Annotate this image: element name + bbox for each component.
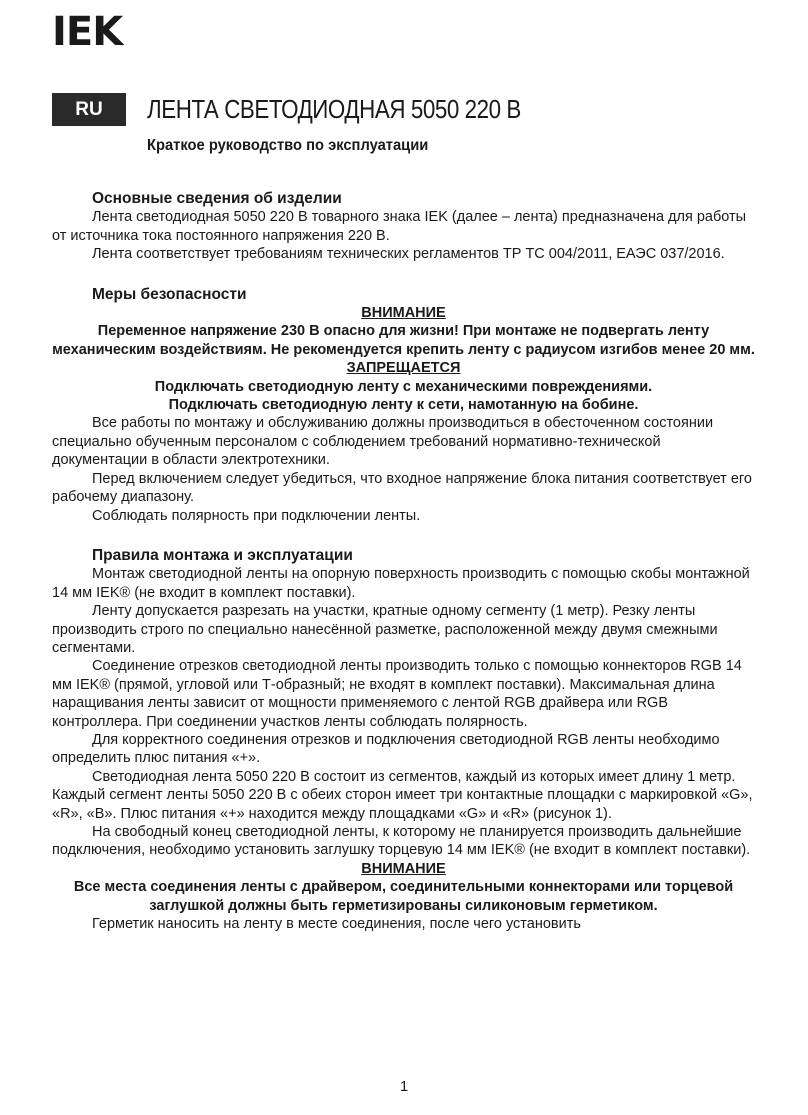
paragraph: Соединение отрезков светодиодной ленты производить только с помощью коннекторов RGB 14 мм IEK® (прямой, угловой или Т-образный; не входят в комплект поставки). Максимальная длина наращивания ленты зависит от мощности применяемого с лентой RGB драйвера или RGB контроллера. При соединении участков ленты соблюдать полярность. (52, 658, 742, 730)
prohibited-item: Подключать светодиодную ленту к сети, намотанную на бобине. (168, 397, 639, 414)
document-subtitle: Краткое руководство по эксплуатации (147, 137, 429, 154)
paragraph: Монтаж светодиодной ленты на опорную поверхность производить с помощью скобы монтажной 14 мм IEK® (не входит в комплект поставки). (52, 566, 750, 601)
paragraph: Светодиодная лента 5050 220 В состоит из сегментов, каждый из которых имеет длину 1 метр. Каждый сегмент ленты 5050 220 В с обеих сторон имеет три контактные площадки с маркировкой «G», «R», «B». Плюс питания «+» находится между площадками «G» и «R» (рисунок 1). (52, 768, 753, 822)
paragraph: На свободный конец светодиодной ленты, к которому не планируется производить дальнейшие подключения, необходимо установить заглушку торцевую 14 мм IEK® (не входит в комплект поставки). (52, 824, 751, 859)
paragraph: Лента соответствует требованиям технических регламентов ТР ТС 004/2011, ЕАЭС 037/2016. (92, 246, 725, 263)
document-title: ЛЕНТА СВЕТОДИОДНАЯ 5050 220 В (147, 94, 521, 124)
paragraph: Перед включением следует убедиться, что входное напряжение блока питания соответствует его рабочему диапазону. (52, 470, 752, 506)
paragraph: Герметик наносить на ленту в месте соединения, после чего установить (92, 916, 581, 933)
warning-text: Все места соединения ленты с драйвером, соединительными коннекторами или торцевой заглушкой должны быть герметизированы силиконовым герметиком. (73, 879, 734, 914)
paragraph: Ленту допускается разрезать на участки, кратные одному сегменту (1 метр). Резку ленты производить строго по специально нанесённой разметке, расположенной между двумя смежными сегментами. (52, 603, 718, 656)
prohibited-title: ЗАПРЕЩАЕТСЯ (346, 360, 461, 377)
prohibited-item: Подключать светодиодную ленту с механическими повреждениями. (154, 378, 653, 395)
language-badge: RU (52, 93, 126, 126)
paragraph: Для корректного соединения отрезков и подключения светодиодной RGB ленты необходимо определить плюс питания «+». (52, 731, 720, 767)
paragraph: Соблюдать полярность при подключении ленты. (92, 507, 421, 524)
warning-title: ВНИМАНИЕ (361, 305, 446, 322)
paragraph: Лента светодиодная 5050 220 В товарного знака IEK (далее – лента) предназначена для работы от источника тока постоянного напряжения 220 В. (52, 209, 747, 244)
page-number: 1 (399, 1078, 409, 1095)
warning-title: ВНИМАНИЕ (361, 860, 446, 877)
document-body (52, 190, 755, 933)
iek-logo: IEK (52, 9, 123, 55)
section-heading-safety: Меры безопасности (92, 285, 247, 303)
section-heading-installation: Правила монтажа и эксплуатации (92, 546, 353, 564)
paragraph: Все работы по монтажу и обслуживанию должны производиться в обесточенном состоянии специально обученным персоналом с соблюдением требований нормативно-технической документации в области электротехники. (52, 415, 714, 469)
warning-text: Переменное напряжение 230 В опасно для жизни! При монтаже не подвергать ленту механическим воздействиям. Не рекомендуется крепить ленту с радиусом изгибов менее 20 мм. (52, 323, 755, 358)
section-heading-basic-info: Основные сведения об изделии (92, 190, 342, 207)
